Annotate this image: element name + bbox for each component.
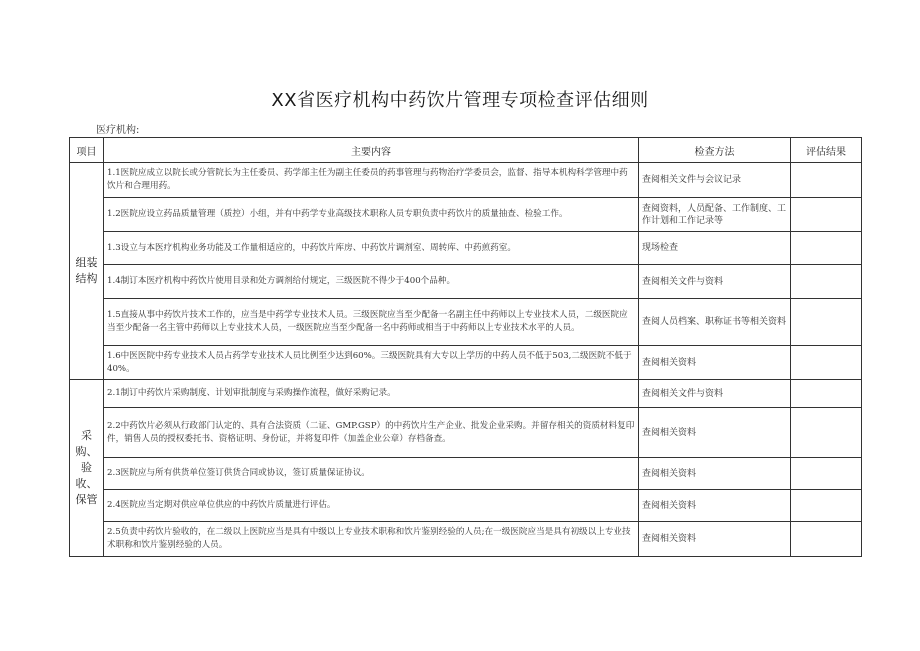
row-method: 查阅相关资料 [639,490,791,522]
row-method: 查阅相关资料 [639,408,791,458]
row-method: 查阅相关文件与资料 [639,380,791,408]
row-method: 查阅相关资料 [639,522,791,557]
row-content: 2.2中药饮片必须从行政部门认定的、具有合法资质（二证、GMP.GSP）的中药饮片生产企业、批发企业采购。并留存相关的资质材料复印件，销售人员的授权委托书、资格证明、身份证，并将复印件（加盖企业公章）存档备查。 [104,408,639,458]
row-content: 2.1制订中药饮片采购制度、计划审批制度与采购操作流程，做好采购记录。 [104,380,639,408]
row-content: 2.4医院应当定期对供应单位供应的中药饮片质量进行评估。 [104,490,639,522]
section-name-line: 采购、 [75,429,98,458]
result-cell[interactable] [791,198,862,232]
table-row [70,299,862,346]
row-method: 查阅相关资料 [639,346,791,380]
table-row [70,198,862,232]
result-cell[interactable] [791,163,862,198]
result-cell[interactable] [791,265,862,299]
result-cell[interactable] [791,346,862,380]
table-row [70,163,862,198]
row-method: 现场检查 [639,232,791,265]
row-method: 查阅相关文件与会议记录 [639,163,791,198]
result-cell[interactable] [791,232,862,265]
row-method: 查阅资料，人员配备、工作制度、工作计划和工作记录等 [639,198,791,232]
table-row [70,458,862,490]
table-header-row [70,138,862,163]
result-cell[interactable] [791,299,862,346]
section-name-line: 验收、 [75,461,98,490]
table-row [70,346,862,380]
table-row [70,232,862,265]
table-row [70,380,862,408]
result-cell[interactable] [791,380,862,408]
section-name-line: 组装 [75,256,98,269]
table-row [70,490,862,522]
section-name-line: 结构 [75,272,98,285]
row-method: 查阅相关资料 [639,458,791,490]
result-cell[interactable] [791,408,862,458]
result-cell[interactable] [791,490,862,522]
row-content: 1.4制订本医疗机构中药饮片使用目录和处方调剂给付规定，三级医院不得少于400个品种。 [104,265,639,299]
table-row [70,408,862,458]
evaluation-table [69,137,862,557]
header-item: 项目 [70,138,104,163]
row-content: 1.6中医医院中药专业技术人员占药学专业技术人员比例至少达到60%。三级医院具有大专以上学历的中药人员不低于503,二级医院不低于40%。 [104,346,639,380]
section-name [70,380,104,557]
row-method: 查阅相关文件与资料 [639,265,791,299]
table-row [70,522,862,557]
page-title: XX省医疗机构中药饮片管理专项检查评估细则 [271,90,649,111]
header-result: 评估结果 [791,138,862,163]
row-method: 查阅人员档案、职称证书等相关资料 [639,299,791,346]
section-name-line: 保管 [75,493,98,506]
row-content: 2.3医院应与所有供货单位签订供货合同或协议，签订质量保证协议。 [104,458,639,490]
row-content: 1.5直接从事中药饮片技术工作的，应当是中药学专业技术人员。三级医院应当至少配备一名副主任中药师以上专业技术人员，二级医院应当至少配备一名主管中药师以上专业技术人员，一级医院应当至少配备一名中药师或相当于中药师以上专业技术水平的人员。 [104,299,639,346]
header-content: 主要内容 [104,138,639,163]
row-content: 1.2医院应设立药品质量管理（质控）小组，并有中药学专业高级技术职称人员专职负责中药饮片的质量抽查、检验工作。 [104,198,639,232]
row-content: 1.3设立与本医疗机构业务功能及工作量相适应的，中药饮片库房、中药饮片调剂室、周转库、中药煎药室。 [104,232,639,265]
section-name [70,163,104,380]
result-cell[interactable] [791,458,862,490]
org-label: 医疗机构: [96,125,140,136]
row-content: 2.5负责中药饮片验收的，在二级以上医院应当是具有中级以上专业技术职称和饮片鉴别经验的人员;在一级医院应当是具有初级以上专业技术职称和饮片鉴别经验的人员。 [104,522,639,557]
header-method: 检查方法 [639,138,791,163]
table-row [70,265,862,299]
row-content: 1.1医院应成立以院长或分管院长为主任委员、药学部主任为副主任委员的药事管理与药物治疗学委员会，监督、指导本机构科学管理中药饮片和合理用药。 [104,163,639,198]
result-cell[interactable] [791,522,862,557]
